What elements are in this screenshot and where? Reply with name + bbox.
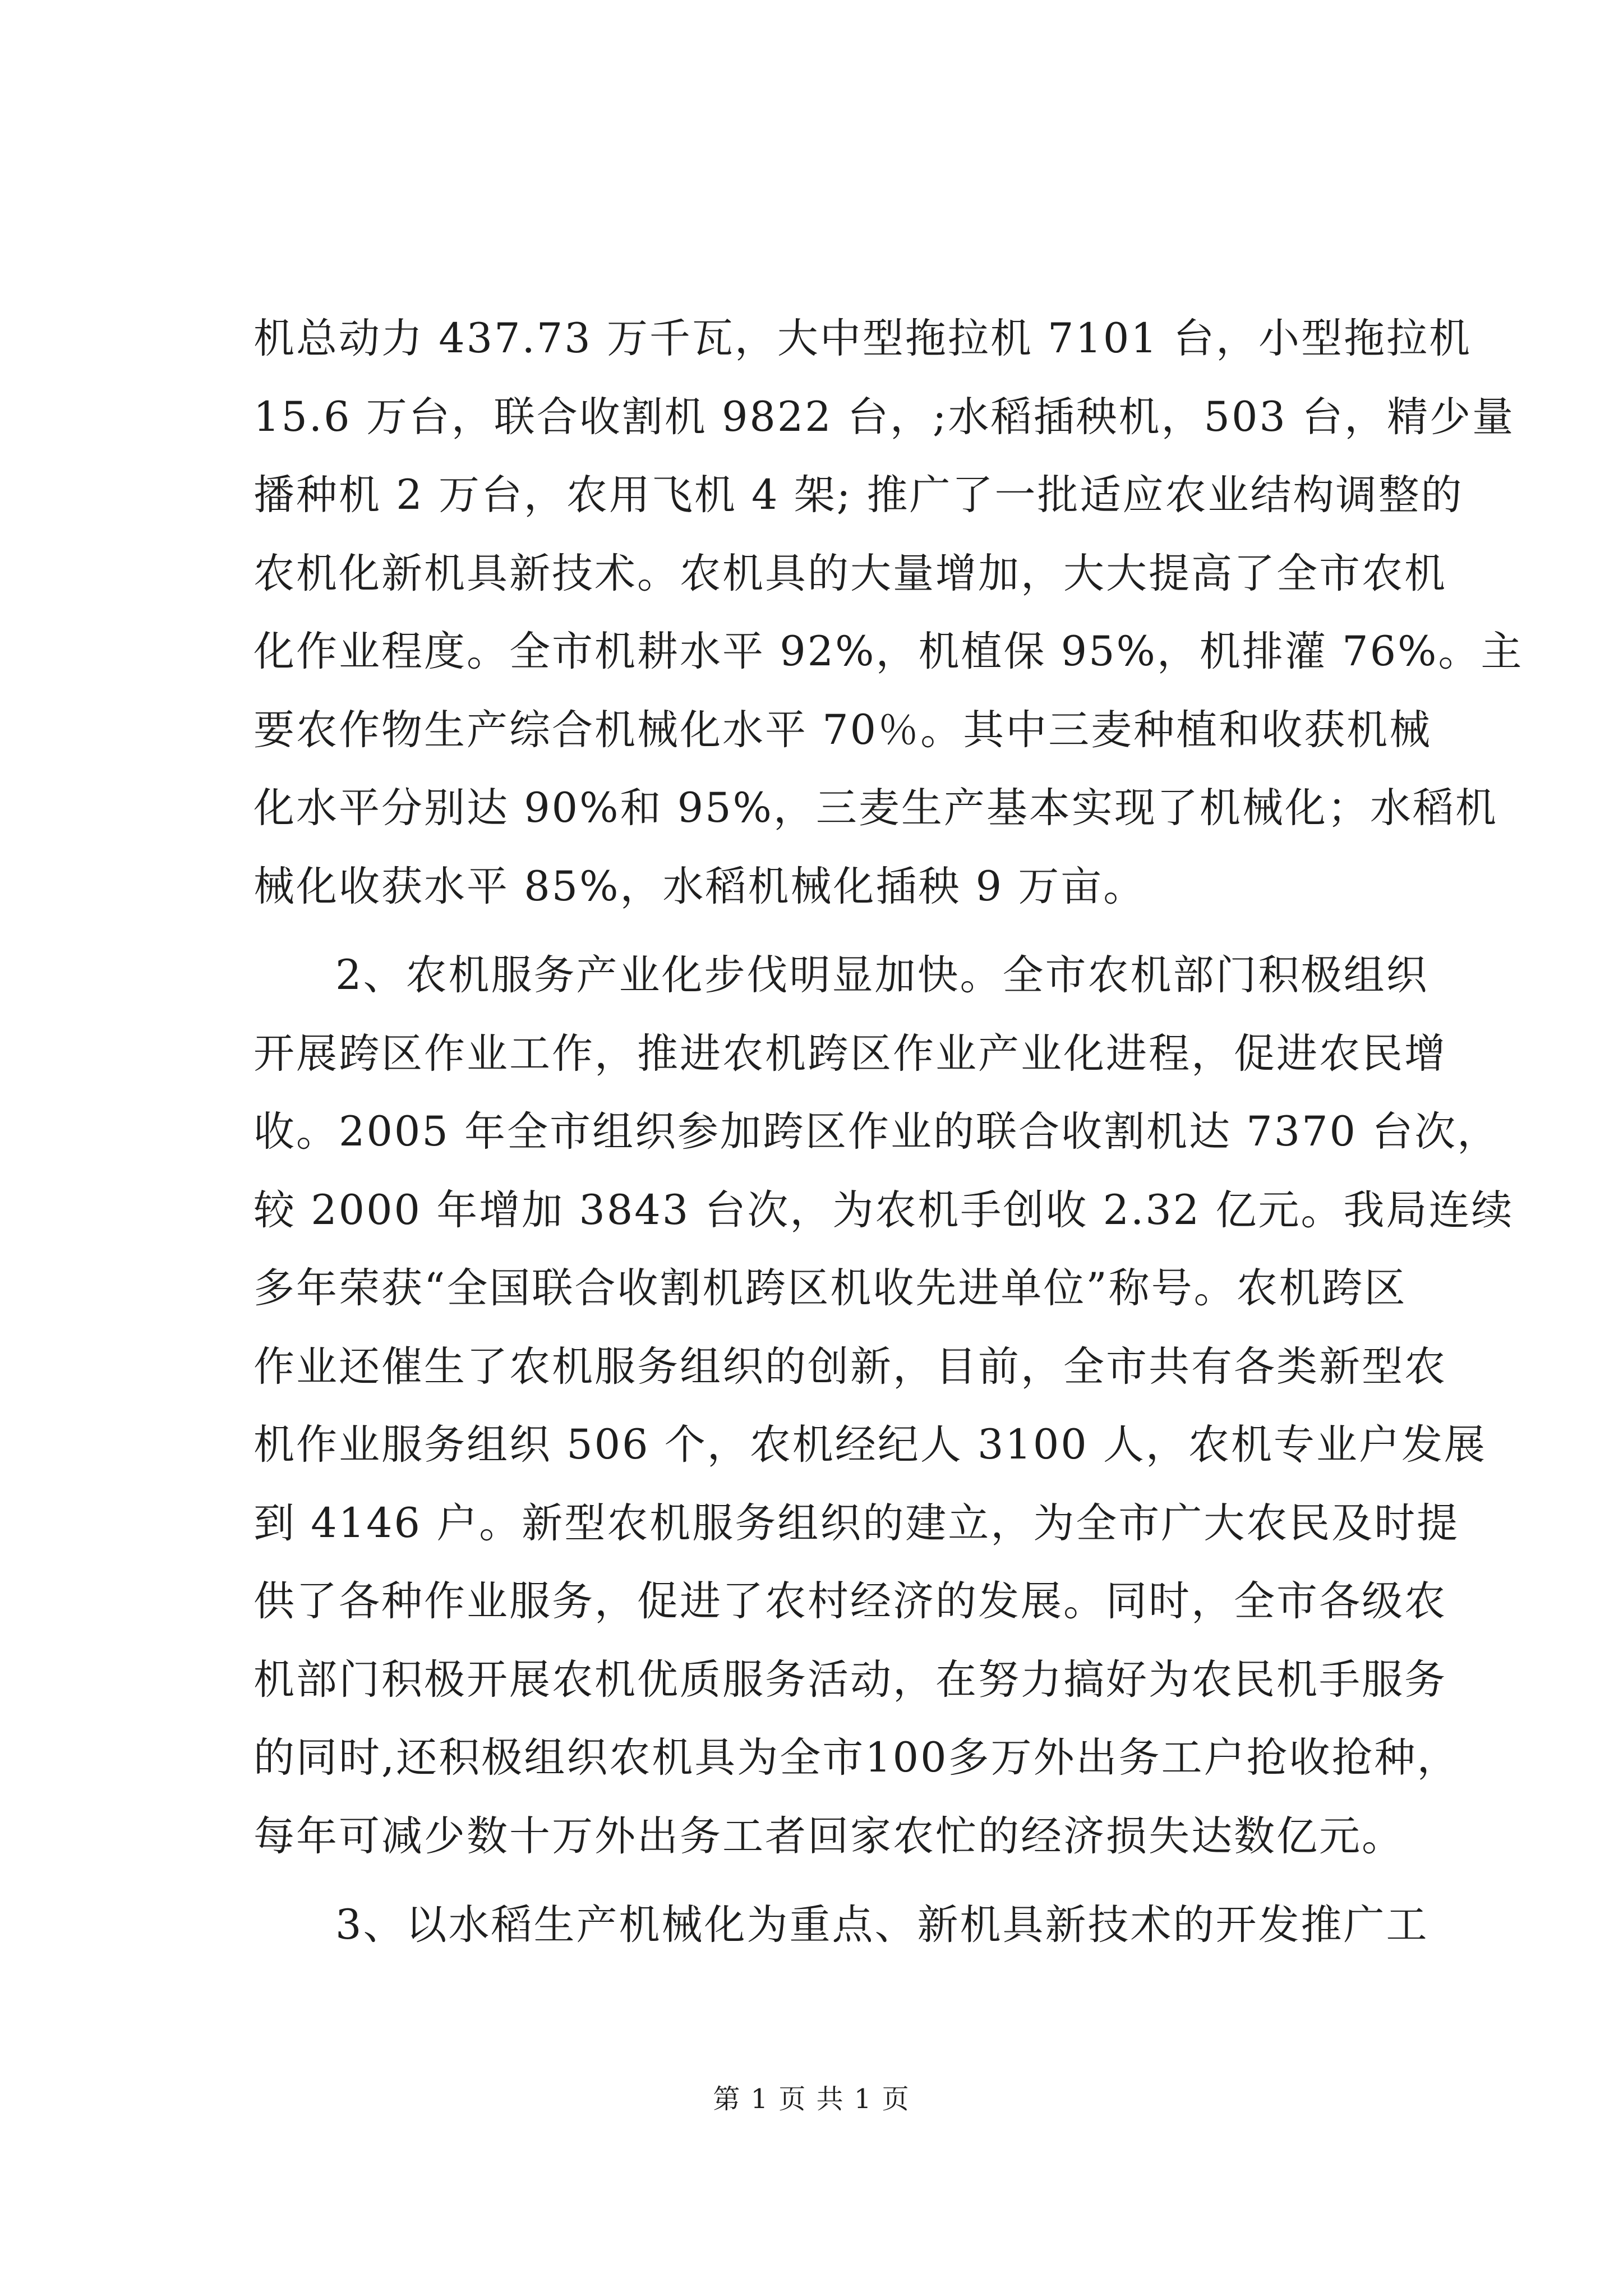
text-line: 化作业程度。全市机耕水平 92%，机植保 95%，机排灌 76%。主 — [253, 628, 1524, 675]
text-line: 机总动力 437.73 万千瓦，大中型拖拉机 7101 台，小型拖拉机 — [253, 315, 1472, 362]
text-line: 化水平分别达 90%和 95%，三麦生产基本实现了机械化；水稻机 — [253, 784, 1498, 832]
text-line: 械化收获水平 85%，水稻机械化插秧 9 万亩。 — [253, 862, 1146, 910]
paragraph-2-first-line: 2、农机服务产业化步伐明显加快。全市农机部门积极组织 — [335, 951, 1429, 999]
text-line: 机作业服务组织 506 个，农机经纪人 3100 人，农机专业户发展 — [253, 1421, 1487, 1469]
text-line: 多年荣获“全国联合收割机跨区机收先进单位”称号。农机跨区 — [253, 1264, 1407, 1312]
text-line: 播种机 2 万台，农用飞机 4 架; 推广了一批适应农业结构调整的 — [253, 471, 1464, 519]
text-line: 作业还催生了农机服务组织的创新，目前，全市共有各类新型农 — [253, 1342, 1447, 1391]
text-line: 要农作物生产综合机械化水平 70％。其中三麦种植和收获机械 — [253, 706, 1432, 754]
text-line: 机部门积极开展农机优质服务活动，在努力搞好为农民机手服务 — [253, 1655, 1447, 1704]
text-line: 开展跨区作业工作，推进农机跨区作业产业化进程，促进农民增 — [253, 1029, 1447, 1078]
document-body — [253, 300, 1524, 1964]
text-line: 到 4146 户。新型农机服务组织的建立，为全市广大农民及时提 — [253, 1499, 1460, 1547]
text-line: 农机化新机具新技术。农机具的大量增加，大大提高了全市农机 — [253, 549, 1447, 597]
text-line: 每年可减少数十万外出务工者回家农忙的经济损失达数亿元。 — [253, 1812, 1404, 1860]
text-line: 15.6 万台，联合收割机 9822 台，;水稻插秧机，503 台，精少量 — [253, 393, 1515, 441]
text-line: 供了各种作业服务，促进了农村经济的发展。同时，全市各级农 — [253, 1577, 1447, 1625]
text-line: 的同时,还积极组织农机具为全市100多万外出务工户抢收抢种， — [253, 1734, 1460, 1782]
paragraph-3-first-line: 3、以水稻生产机械化为重点、新机具新技术的开发推广工 — [335, 1901, 1429, 1949]
text-line: 较 2000 年增加 3843 台次，为农机手创收 2.32 亿元。我局连续 — [253, 1186, 1514, 1234]
text-line: 收。2005 年全市组织参加跨区作业的联合收割机达 7370 台次， — [253, 1108, 1500, 1156]
page-footer: 第 1 页 共 1 页 — [713, 2083, 910, 2115]
